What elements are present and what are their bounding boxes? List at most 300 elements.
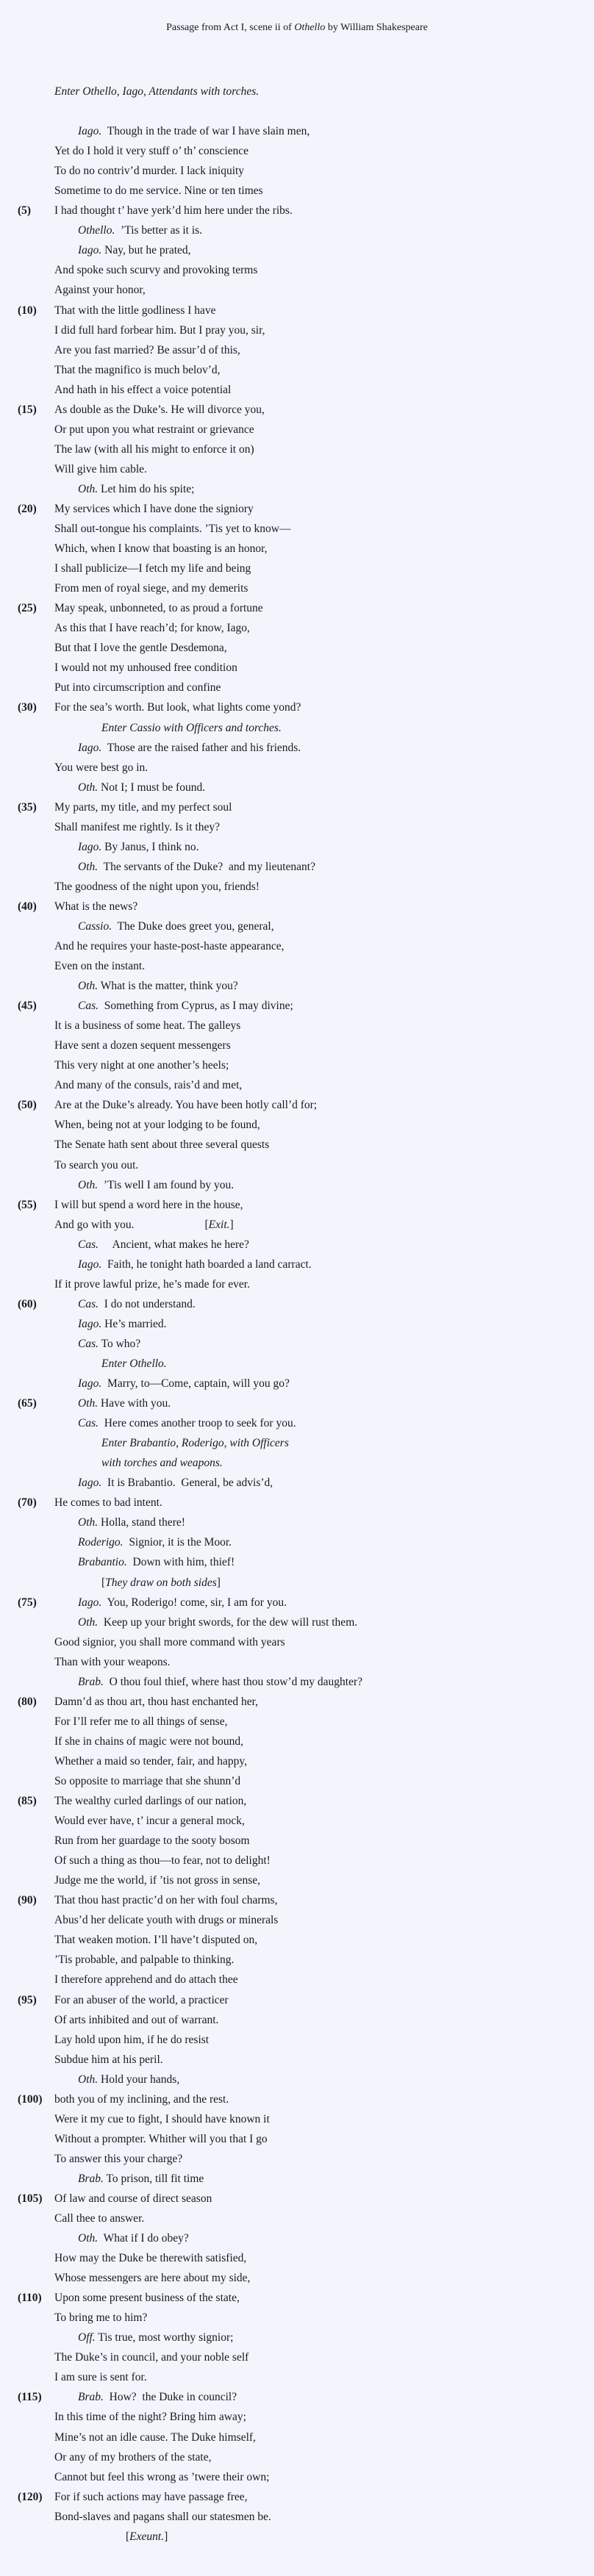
verse-text: Than with your weapons. [54,1655,171,1668]
verse-line [54,956,145,976]
verse-text: Or put upon you what restraint or grievance [54,423,254,436]
verse-text: Subdue him at his peril. [54,2053,163,2066]
verse-line [54,2050,163,2070]
speech-text: It is Brabantio. General, be advis’d, [101,1477,273,1490]
speech-line [78,1552,235,1572]
verse-text: Or any of my brothers of the state, [54,2450,212,2464]
script-line [0,201,594,220]
script-line [0,360,594,380]
verse-line [54,598,263,618]
speaker-name: Cassio. [78,919,112,933]
script-line [0,2467,594,2487]
verse-line [54,1115,260,1135]
script-line [0,936,594,956]
script-line [0,1294,594,1314]
script-line [0,2288,594,2308]
verse-text: Would ever have, t’ incur a general mock, [54,1815,245,1828]
verse-line [54,578,248,598]
script-line [0,1831,594,1851]
speech-line [78,479,194,499]
script-line [0,440,594,459]
verse-text: Lay hold upon him, if he do resist [54,2033,210,2046]
speech-text: To who? [99,1337,141,1350]
script-line [0,1115,594,1135]
script-line [0,1175,594,1195]
verse-text: Abus’d her delicate youth with drugs or minerals [54,1914,279,1927]
script-line [0,1473,594,1493]
script-line [0,2010,594,2030]
verse-text: Even on the instant. [54,960,146,973]
verse-line [54,1950,234,1970]
verse-text: And hath in his effect a voice potential [54,383,232,396]
speech-line [78,857,315,877]
script-line [0,678,594,697]
speech-line [78,1393,171,1413]
speech-line [78,220,202,240]
script-line [0,598,594,618]
exit-direction: [Exit.] [204,1218,234,1231]
verse-text: The Duke’s in council, and your noble self [54,2351,249,2364]
verse-text: Were it my cue to fight, I should have known it [54,2112,270,2125]
verse-text: Of such a thing as thou—to fear, not to delight! [54,1854,271,1868]
verse-line [54,559,251,578]
verse-text: Are at the Duke’s already. You have been hotly call’d for; [54,1099,318,1112]
script-line [0,877,594,897]
speech-line [78,837,198,857]
verse-line [54,1632,285,1652]
speaker-name: Iago. [78,1317,102,1330]
verse-line [54,141,248,161]
verse-line [54,897,137,916]
verse-line [54,1135,269,1155]
script-line [0,718,594,738]
speech-text: What if I do obey? [98,2232,189,2245]
verse-line [54,420,254,440]
speech-text: Not I; I must be found. [98,781,206,794]
verse-text: Damn’d as thou art, thou hast enchanted her, [54,1695,259,1708]
verse-line [54,1890,277,1910]
script-line [0,2487,594,2507]
verse-line [54,1831,250,1851]
verse-line [54,1970,238,1990]
script-line [0,121,594,141]
speaker-name: Roderigo. [78,1536,124,1549]
speech-text: Holla, stand there! [98,1516,185,1529]
play-text [0,82,594,2547]
line-number: (40) [18,900,37,913]
verse-line [54,360,221,380]
verse-text: Judge me the world, if ’tis not gross in sense, [54,1874,260,1887]
script-line [0,1493,594,1513]
verse-text: And go with you. [54,1218,135,1231]
verse-text: That weaken motion. I’ll have’t disputed on, [54,1934,258,1947]
speaker-name: Brab. [78,2391,104,2404]
speech-line [78,1294,196,1314]
script-line [0,2149,594,2169]
script-line [0,897,594,916]
script-line [0,1374,594,1393]
speaker-name: Iago. [78,1596,102,1609]
script-line [0,797,594,817]
script-line [0,738,594,758]
verse-text: Yet do I hold it very stuff o’ th’ conscience [54,145,249,158]
title-suffix: by William Shakespeare [325,22,428,33]
verse-text: What is the news? [54,900,138,913]
script-line [0,82,594,101]
stage-direction: Enter Cassio with Officers and torches. [101,721,282,734]
verse-line [54,280,146,300]
speech-line [78,1612,357,1632]
verse-text: Shall out-tongue his complaints. ’Tis yet to know— [54,523,291,536]
verse-line [54,1195,243,1215]
speaker-name: Iago. [78,244,102,257]
script-line [0,1552,594,1572]
verse-text: If it prove lawful prize, he’s made for ever. [54,1277,250,1291]
verse-text: For I’ll refer me to all things of sense, [54,1715,228,1728]
line-number: (90) [18,1894,37,1907]
speech-text: Something from Cyprus, as I may divine; [99,1000,293,1013]
verse-line [54,797,232,817]
verse-line [54,519,290,539]
speaker-name: Oth. [78,980,99,993]
speech-text: I do not understand. [99,1297,196,1310]
verse-text: That thou hast practic’d on her with foul charms, [54,1894,278,1907]
speaker-name: Iago. [78,741,102,754]
title-prefix: Passage from Act I, scene ii of [166,22,295,33]
stage-direction: with torches and weapons. [101,1457,223,1470]
verse-line [54,301,216,320]
script-line [0,1215,594,1235]
script-line [0,1950,594,1970]
script-line [0,1393,594,1413]
speech-text: Though in the trade of war I have slain men, [101,125,310,138]
verse-line [54,1712,227,1732]
line-number: (85) [18,1795,37,1808]
script-line [0,340,594,360]
script-line [0,181,594,201]
script-line [0,1235,594,1255]
script-line [0,2089,594,2109]
script-line [0,758,594,778]
script-line [0,1255,594,1274]
verse-line [54,618,250,638]
line-number: (60) [18,1297,37,1310]
speech-text: By Janus, I think no. [101,840,199,853]
script-line [0,1016,594,1036]
stage-direction: Enter Brabantio, Roderigo, with Officers [101,1437,289,1450]
verse-text: The law (with all his might to enforce it on) [54,442,254,456]
verse-line [54,758,148,778]
verse-text: This very night at one another’s heels; [54,1059,229,1072]
speech-text: Nay, but he prated, [101,244,191,257]
script-line [0,2169,594,2189]
verse-text: My parts, my title, and my perfect soul [54,800,232,814]
verse-line [54,2428,256,2447]
verse-text: And many of the consuls, rais’d and met, [54,1079,243,1092]
speech-line [78,1413,296,1433]
verse-line [54,1016,240,1036]
verse-line [54,2189,212,2209]
speaker-name: Brab. [78,1675,104,1688]
script-line [0,976,594,996]
verse-line [54,181,263,201]
verse-text: To do no contriv’d murder. I lack iniquity [54,165,245,178]
verse-text: I shall publicize—I fetch my life and being [54,562,251,575]
script-line [0,161,594,181]
verse-text: ’Tis probable, and palpable to thinking. [54,1953,235,1967]
script-line [0,1890,594,1910]
speaker-name: Oth. [78,1615,99,1629]
verse-text: Put into circumscription and confine [54,681,221,695]
speech-text: What is the matter, think you? [98,980,238,993]
verse-line [54,658,237,678]
script-line [0,220,594,240]
verse-line [54,2010,218,2030]
stage-direction: Enter Othello. [101,1357,167,1370]
verse-line [54,1493,162,1513]
script-line [0,2407,594,2427]
line-number: (45) [18,1000,37,1013]
speaker-name: Cas. [78,1337,99,1350]
script-line [0,1453,594,1473]
script-line [0,1672,594,1692]
line-number: (65) [18,1397,37,1410]
title-work: Othello [294,22,326,33]
speaker-name: Oth. [78,482,99,495]
verse-line [54,1811,245,1831]
verse-text: I am sure is sent for. [54,2371,147,2384]
verse-line [54,697,301,717]
verse-text: I had thought t’ have yerk’d him here under the ribs. [54,204,293,218]
script-line [0,2228,594,2248]
script-line [0,2248,594,2268]
speech-text: The servants of the Duke? and my lieutenant? [98,860,315,873]
script-line [0,141,594,161]
verse-line [54,1930,257,1950]
verse-text: That the magnifico is much belov’d, [54,363,221,376]
script-line [0,1593,594,1612]
speech-line [78,121,309,141]
speaker-name: Oth. [78,1178,99,1191]
verse-text: I will but spend a word here in the house, [54,1198,243,1211]
script-line [0,1532,594,1552]
verse-line [54,1751,247,1771]
script-line [0,1811,594,1831]
verse-line [54,2467,269,2487]
verse-text: How may the Duke be therewith satisfied, [54,2252,247,2265]
script-line [0,1135,594,1155]
passage-title [0,22,594,34]
verse-text: Of law and course of direct season [54,2192,212,2205]
line-number: (20) [18,502,37,515]
script-line [0,559,594,578]
speech-line [78,1235,249,1255]
verse-line [54,161,244,181]
verse-line [54,539,268,559]
verse-line [54,638,227,658]
speech-text: He’s married. [101,1317,167,1330]
verse-line [54,1851,271,1870]
verse-line [54,1055,229,1075]
verse-text: I therefore apprehend and do attach thee [54,1973,238,1987]
speaker-name: Oth. [78,2073,99,2086]
script-line [0,1334,594,1354]
speaker-name: Off. [78,2331,96,2344]
verse-text: Mine’s not an idle cause. The Duke himself, [54,2430,256,2444]
verse-line [54,320,265,340]
speaker-name: Iago. [78,125,102,138]
script-line [0,1851,594,1870]
speech-line [78,916,274,936]
script-line [0,519,594,539]
verse-line [54,1075,242,1095]
script-line [0,697,594,717]
script-line [0,1771,594,1791]
verse-line [54,1870,260,1890]
script-line [0,1413,594,1433]
speech-text: To prison, till fit time [103,2172,204,2185]
speech-line [78,2070,179,2089]
verse-text: Bond-slaves and pagans shall our statesmen be. [54,2510,271,2523]
line-number: (80) [18,1695,37,1708]
speaker-name: Oth. [78,1516,99,1529]
speech-text: Tis true, most worthy signior; [95,2331,234,2344]
script-line [0,1354,594,1374]
verse-text: For the sea’s worth. But look, what lights come yond? [54,701,301,714]
verse-line [54,2308,147,2328]
verse-line [54,380,231,400]
script-line [0,459,594,479]
verse-text: Against your honor, [54,284,146,297]
speech-line [78,1513,185,1532]
verse-line [54,1215,234,1235]
script-line [0,301,594,320]
line-number: (5) [18,204,32,218]
speech-line [78,1314,167,1334]
script-line [0,539,594,559]
line-number: (100) [18,2092,43,2106]
verse-line [54,1095,317,1115]
script-line [0,1870,594,1890]
line-number: (110) [18,2292,42,2305]
script-line [0,1195,594,1215]
verse-text: To bring me to him? [54,2311,148,2325]
script-line [0,2428,594,2447]
script-line [0,1910,594,1930]
verse-text: For if such actions may have passage free, [54,2490,248,2503]
verse-text: The goodness of the night upon you, friends! [54,880,260,893]
line-number: (10) [18,304,37,317]
speaker-name: Oth. [78,781,99,794]
script-line [0,2527,594,2547]
speech-line [78,1255,312,1274]
speaker-name: Othello. [78,224,115,237]
verse-text: Sometime to do me service. Nine or ten times [54,184,263,198]
verse-text: Shall manifest me rightly. Is it they? [54,820,220,833]
speech-line [78,1532,232,1552]
verse-line [54,2149,182,2169]
stage-direction-bracketed: [Exeunt.] [126,2530,168,2543]
verse-text: The Senate hath sent about three several quests [54,1138,270,1152]
verse-text: Run from her guardage to the sooty bosom [54,1834,250,1848]
speaker-name: Iago. [78,1477,102,1490]
verse-line [54,2367,147,2387]
speech-text: Faith, he tonight hath boarded a land carract. [101,1257,312,1271]
verse-line [54,499,254,519]
speech-text: Those are the raised father and his friends. [101,741,301,754]
stage-direction-bracketed: [They draw on both sides] [101,1576,221,1589]
script-line [0,1712,594,1732]
verse-line [54,340,240,360]
verse-line [54,400,265,420]
speech-line [78,240,191,260]
verse-text: Are you fast married? Be assur’d of this, [54,343,240,356]
speech-text: Marry, to—Come, captain, will you go? [101,1377,290,1391]
script-line [0,2367,594,2387]
speaker-name: Brab. [78,2172,104,2185]
speaker-name: Cas. [78,1297,99,1310]
speech-text: Keep up your bright swords, for the dew will rust them. [98,1615,358,1629]
speech-text: Have with you. [98,1397,171,1410]
line-number: (35) [18,800,37,814]
script-line [0,1433,594,1453]
verse-text: Without a prompter. Whither will you that I go [54,2132,268,2145]
script-line [0,1314,594,1334]
verse-text: Which, when I know that boasting is an honor, [54,542,268,556]
verse-line [54,2089,229,2109]
script-line [0,837,594,857]
line-number: (115) [18,2391,42,2404]
script-line [0,1612,594,1632]
speaker-name: Iago. [78,1377,102,1391]
script-line [0,618,594,638]
verse-text: That with the little godliness I have [54,304,216,317]
script-line [0,1055,594,1075]
script-line [0,1990,594,2010]
speech-line [78,2228,189,2248]
script-line [0,2447,594,2467]
speech-text: You, Roderigo! come, sir, I am for you. [101,1596,287,1609]
speech-text: Ancient, what makes he here? [99,1238,249,1251]
verse-text: Will give him cable. [54,462,147,476]
line-number: (120) [18,2490,43,2503]
script-line [0,1513,594,1532]
verse-line [54,2347,248,2367]
verse-text: Have sent a dozen sequent messengers [54,1039,231,1052]
script-line [0,280,594,300]
verse-line [54,1274,250,1294]
script-line [0,578,594,598]
verse-text: Upon some present business of the state, [54,2292,240,2305]
verse-line [54,1732,243,1751]
speech-line [78,976,238,996]
verse-line [54,1990,229,2010]
script-line [0,1274,594,1294]
speech-line [78,738,301,758]
script-line [0,499,594,519]
speaker-name: Oth. [78,1397,99,1410]
speech-line [78,996,293,1016]
verse-line [54,2487,248,2507]
verse-line [54,877,260,897]
verse-line [54,1771,240,1791]
script-line [0,2268,594,2288]
verse-text: My services which I have done the signiory [54,502,254,515]
speech-line [78,2169,204,2189]
line-number: (50) [18,1099,37,1112]
line-number: (55) [18,1198,37,1211]
verse-line [54,2248,246,2268]
